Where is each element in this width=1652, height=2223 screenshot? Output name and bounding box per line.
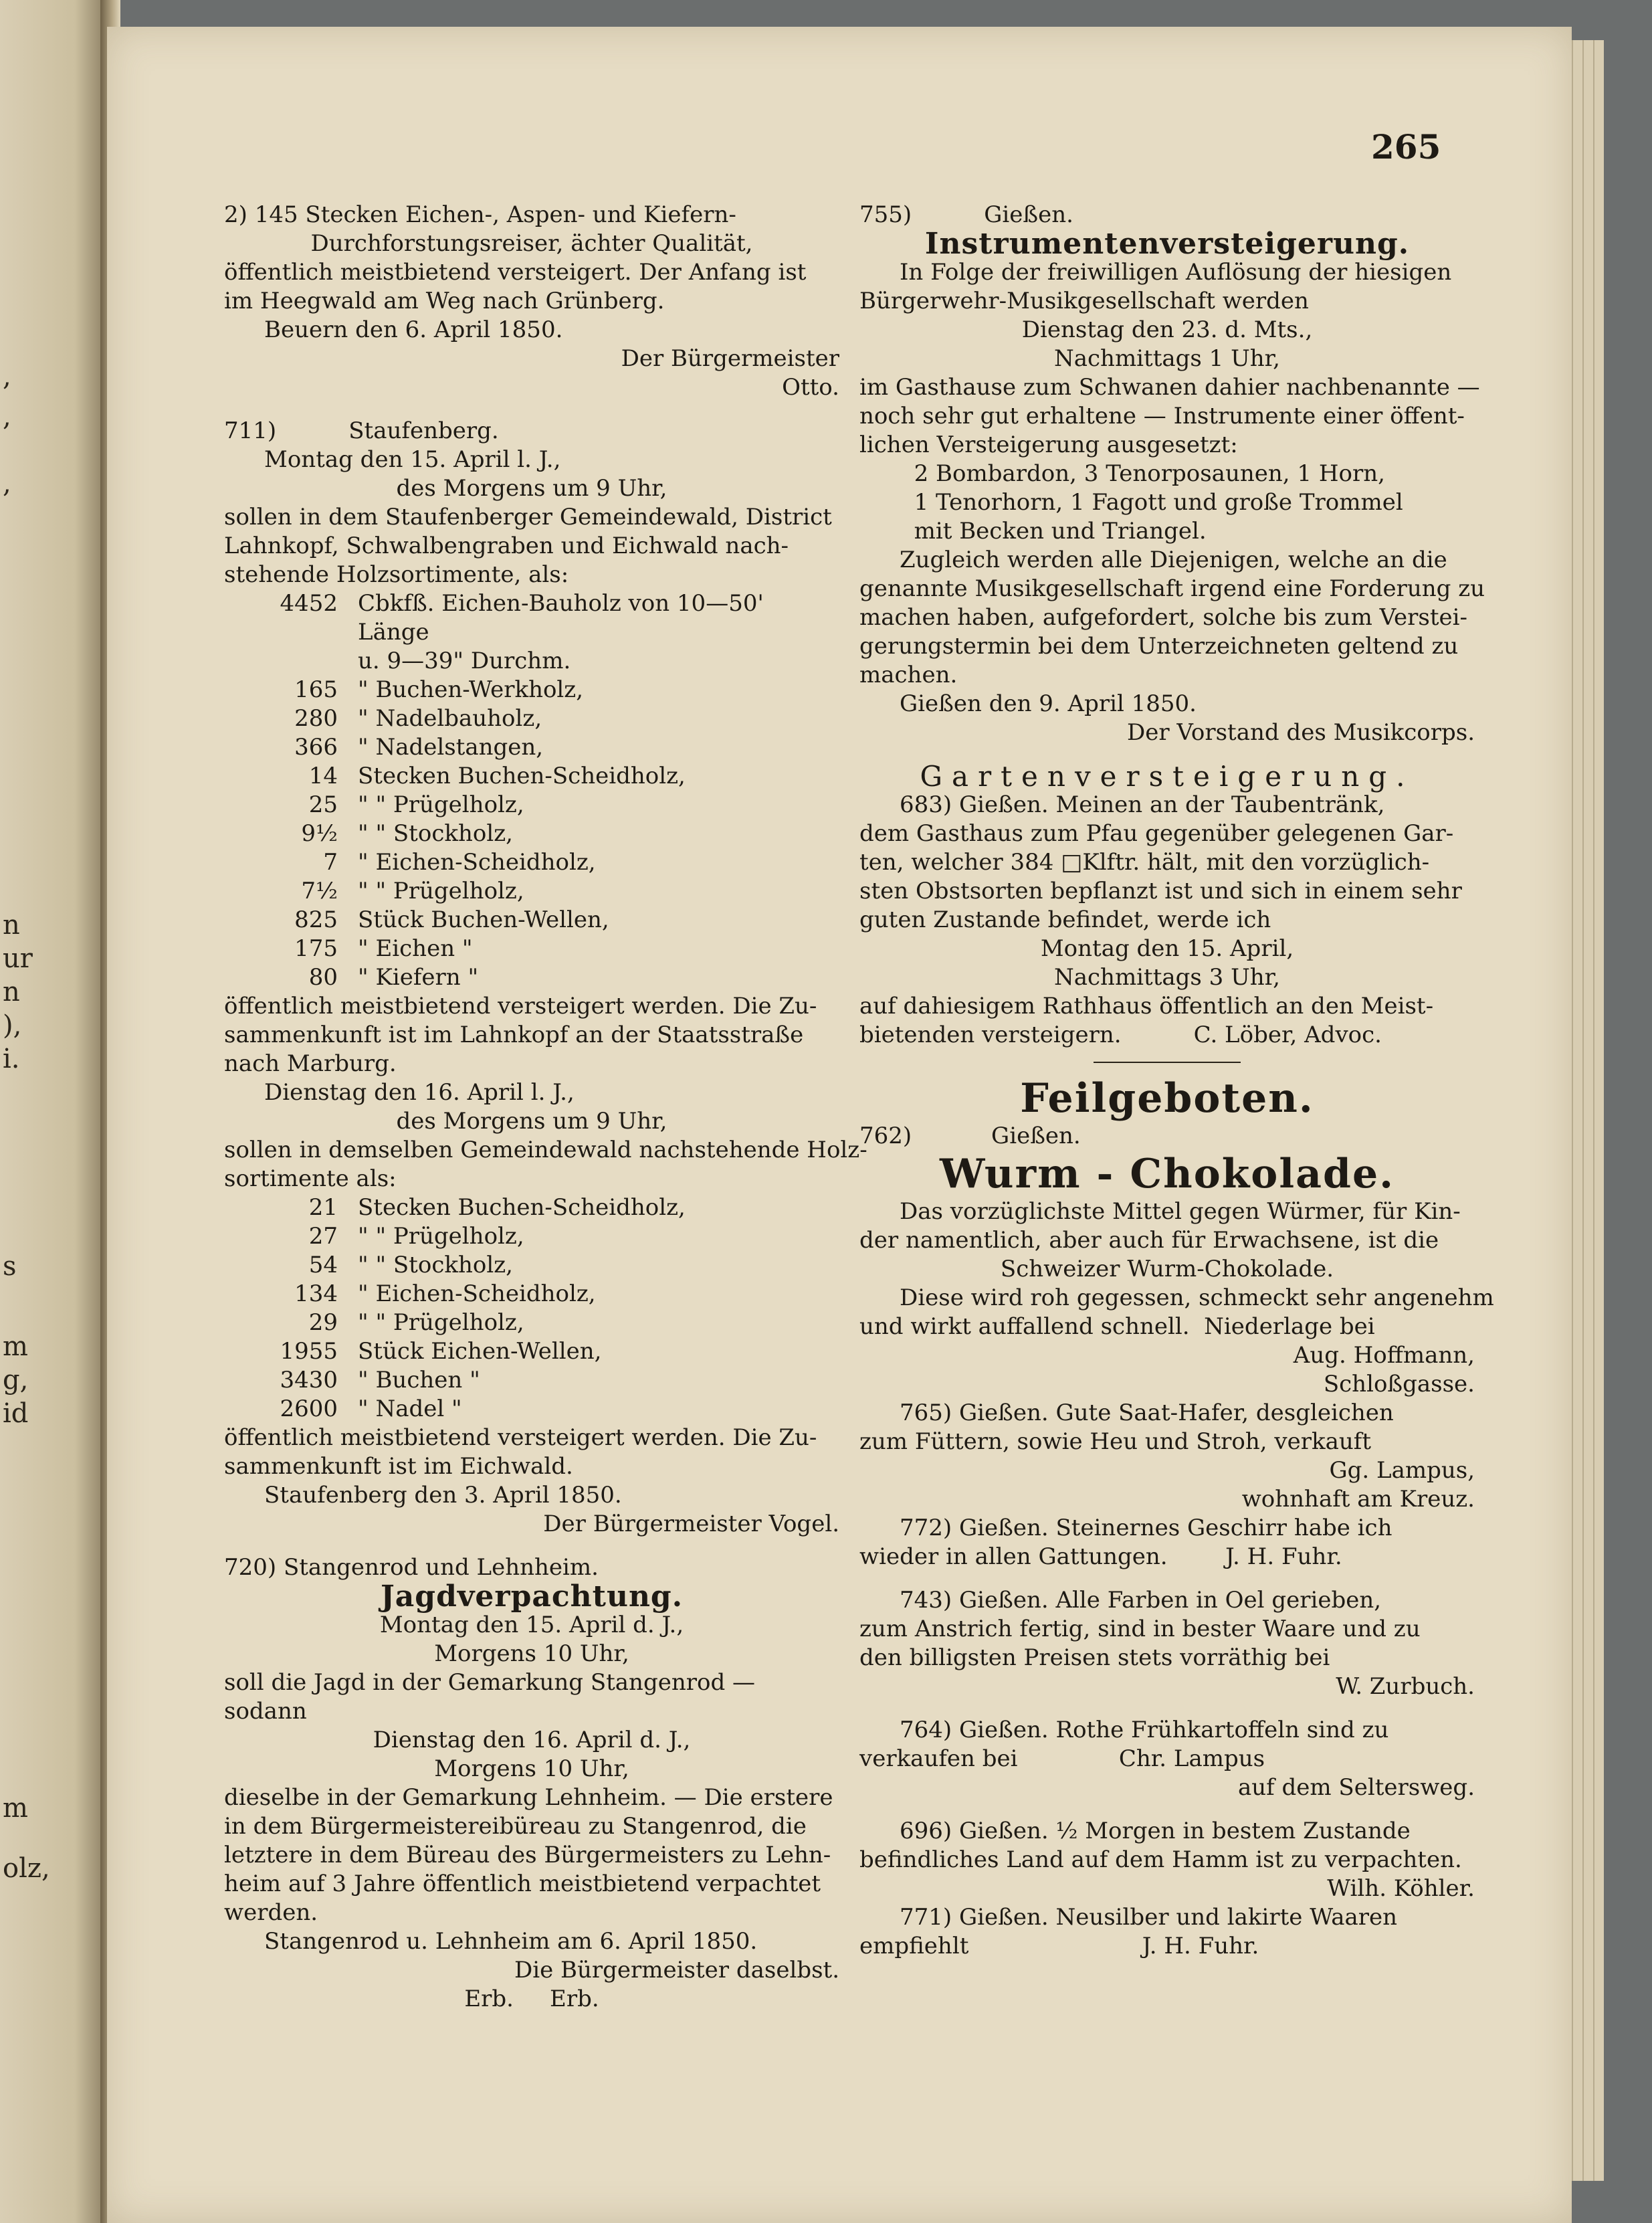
item-text: " " Stockholz, [358, 820, 513, 847]
signature-line: wohnhaft am Kreuz. [1241, 1486, 1475, 1513]
text-line: guten Zustande befindet, werde ich [859, 906, 1271, 933]
signature-line: Gg. Lampus, [1329, 1457, 1475, 1484]
text-line: stehende Holzsortimente, als: [224, 561, 569, 588]
page-stack-edge [1593, 40, 1604, 2181]
text-line: empfiehlt J. H. Fuhr. [859, 1933, 1259, 1959]
text-line: verkaufen bei Chr. Lampus [859, 1745, 1265, 1772]
margin-fragment: n [3, 977, 20, 1007]
quantity: 9½ [301, 820, 338, 847]
text-line: gerungstermin bei dem Unterzeichneten geltend zu [859, 633, 1459, 660]
text-line: sammenkunft ist im Lahnkopf an der Staatsstraße [224, 1022, 804, 1048]
text-line: sollen in dem Staufenberger Gemeindewald, District [224, 504, 832, 530]
notice-heading: Gartenversteigerung. [920, 760, 1415, 793]
signature-line: auf dem Seltersweg. [1237, 1774, 1475, 1801]
text-line: 762) Gießen. [859, 1123, 1081, 1149]
centered-line: Morgens 10 Uhr, [434, 1640, 629, 1667]
text-line: 2) 145 Stecken Eichen-, Aspen- und Kiefern- [224, 201, 736, 228]
margin-fragment: s [3, 1251, 17, 1282]
text-line: im Heegwald am Weg nach Grünberg. [224, 288, 665, 314]
centered-line: des Morgens um 9 Uhr, [396, 475, 667, 502]
text-line: Das vorzüglichste Mittel gegen Würmer, für Kin- [900, 1198, 1461, 1225]
text-line: werden. [224, 1899, 318, 1926]
signature-line: Aug. Hoffmann, [1293, 1342, 1475, 1369]
signature-line: Schloßgasse. [1323, 1371, 1475, 1397]
column-left [224, 201, 867, 2014]
text-line: zum Anstrich fertig, sind in bester Waare und zu [859, 1616, 1421, 1642]
inventory-row [224, 1366, 839, 1395]
margin-fragment: ur [3, 943, 33, 974]
quantity: 7½ [301, 878, 338, 904]
text-line: öffentlich meistbietend versteigert werden. Die Zu- [224, 1424, 817, 1451]
inventory-row [224, 877, 839, 906]
text-line: ten, welcher 384 □Klftr. hält, mit den vorzüglich- [859, 849, 1430, 876]
quantity: 366 [294, 734, 338, 761]
inventory-row [224, 1222, 839, 1251]
quantity: 54 [308, 1252, 338, 1278]
margin-fragment: olz, [3, 1853, 50, 1884]
inventory-row [224, 1251, 839, 1280]
item-text: " Nadelstangen, [358, 734, 544, 761]
margin-fragment: id [3, 1398, 29, 1429]
text-line: noch sehr gut erhaltene — Instrumente einer öffent- [859, 403, 1465, 429]
item-text: Stück Eichen-Wellen, [358, 1338, 602, 1365]
text-line: 2 Bombardon, 3 Tenorposaunen, 1 Horn, [900, 460, 1385, 487]
item-text: " " Prügelholz, [358, 878, 524, 904]
inventory-row [224, 1193, 839, 1222]
signature-line: Die Bürgermeister daselbst. [514, 1957, 839, 1984]
column-right [859, 201, 1494, 1961]
item-text: Stecken Buchen-Scheidholz, [358, 763, 686, 789]
text-line: heim auf 3 Jahre öffentlich meistbietend verpachtet [224, 1870, 821, 1897]
text-line: 771) Gießen. Neusilber und lakirte Waaren [900, 1904, 1398, 1931]
page-stack-edge [1582, 40, 1593, 2181]
item-text: " " Prügelholz, [358, 791, 524, 818]
inventory-row [224, 935, 839, 963]
margin-fragment: n [3, 910, 20, 941]
margin-fragment: i. [3, 1044, 20, 1074]
margin-fragment: m [3, 1793, 28, 1824]
signature-line: Der Bürgermeister [621, 345, 839, 372]
text-line: befindliches Land auf dem Hamm ist zu verpachten. [859, 1846, 1462, 1873]
text-line: In Folge der freiwilligen Auflösung der hiesigen [900, 259, 1452, 286]
spacer [224, 402, 839, 417]
centered-line: Morgens 10 Uhr, [434, 1755, 629, 1782]
text-line: 711) Staufenberg. [224, 417, 499, 444]
text-line: 743) Gießen. Alle Farben in Oel gerieben, [900, 1587, 1382, 1614]
text-line: 683) Gießen. Meinen an der Taubentränk, [900, 791, 1385, 818]
text-line: machen haben, aufgefordert, solche bis zum Verstei- [859, 604, 1468, 631]
quantity: 14 [308, 763, 338, 789]
quantity: 80 [308, 964, 338, 991]
item-text: " " Prügelholz, [358, 1223, 524, 1250]
text-line: 765) Gießen. Gute Saat-Hafer, desgleichen [900, 1399, 1394, 1426]
text-line: lichen Versteigerung ausgesetzt: [859, 431, 1238, 458]
centered-line: Dienstag den 16. April d. J., [373, 1727, 691, 1753]
quantity: 175 [294, 935, 338, 962]
page-number: 265 [1371, 127, 1441, 167]
text-line: 696) Gießen. ½ Morgen in bestem Zustande [900, 1818, 1411, 1844]
spacer [224, 1539, 839, 1553]
item-text: Cbkfß. Eichen-Bauholz von 10—50' Länge [358, 590, 764, 646]
quantity: 25 [308, 791, 338, 818]
quantity: 4452 [280, 590, 338, 617]
spacer [859, 1571, 1475, 1586]
text-line: zum Füttern, sowie Heu und Stroh, verkauft [859, 1428, 1372, 1455]
item-text: " Buchen-Werkholz, [358, 676, 584, 703]
text-line: auf dahiesigem Rathhaus öffentlich an den Meist- [859, 993, 1434, 1020]
quantity: 134 [294, 1280, 338, 1307]
inventory-row [224, 1280, 839, 1309]
text-line: öffentlich meistbietend versteigert. Der Anfang ist [224, 259, 807, 286]
inventory-row [224, 589, 839, 647]
text-line: Bürgerwehr-Musikgesellschaft werden [859, 288, 1309, 314]
text-line: 764) Gießen. Rothe Frühkartoffeln sind zu [900, 1717, 1389, 1743]
margin-fragment: ), [3, 1010, 22, 1041]
inventory-row [224, 1309, 839, 1337]
centered-line: Nachmittags 1 Uhr, [1053, 345, 1280, 372]
centered-line: des Morgens um 9 Uhr, [396, 1108, 667, 1135]
left-page-edge [0, 0, 107, 2223]
quantity: 825 [294, 906, 338, 933]
text-line: Lahnkopf, Schwalbengraben und Eichwald nach- [224, 533, 789, 559]
text-line: Dienstag den 16. April l. J., [264, 1079, 575, 1106]
quantity [224, 647, 358, 676]
centered-line: Nachmittags 3 Uhr, [1053, 964, 1280, 991]
centered-line: Schweizer Wurm-Chokolade. [1000, 1256, 1334, 1282]
item-text: " Kiefern " [358, 964, 479, 991]
text-line: Stangenrod u. Lehnheim am 6. April 1850. [264, 1928, 758, 1955]
margin-fragment: m [3, 1331, 28, 1362]
text-line: Gießen den 9. April 1850. [900, 690, 1197, 717]
text-line: sortimente als: [224, 1165, 397, 1192]
text-line: im Gasthause zum Schwanen dahier nachbenannte — [859, 374, 1480, 401]
text-line: mit Becken und Triangel. [900, 518, 1207, 545]
inventory-row [224, 791, 839, 819]
margin-fragment: , [3, 361, 11, 392]
quantity: 27 [308, 1223, 338, 1250]
item-text: " Eichen-Scheidholz, [358, 1280, 596, 1307]
item-text: " " Stockholz, [358, 1252, 513, 1278]
item-text: u. 9—39" Durchm. [358, 648, 571, 674]
item-text: " Eichen-Scheidholz, [358, 849, 596, 876]
item-text: " " Prügelholz, [358, 1309, 524, 1336]
text-line: Diese wird roh gegessen, schmeckt sehr angenehm [900, 1284, 1494, 1311]
item-text: Stück Buchen-Wellen, [358, 906, 609, 933]
inventory-row [224, 1337, 839, 1366]
text-line: machen. [859, 662, 958, 688]
centered-line: Montag den 15. April d. J., [379, 1612, 684, 1638]
section-rule [1094, 1062, 1241, 1063]
item-text: Stecken Buchen-Scheidholz, [358, 1194, 686, 1221]
signature-line: Wilh. Köhler. [1327, 1875, 1475, 1902]
notice-heading: Jagdverpachtung. [380, 1579, 684, 1614]
margin-fragment: , [3, 401, 11, 432]
quantity: 3430 [280, 1367, 338, 1393]
text-line: Zugleich werden alle Diejenigen, welche an die [900, 547, 1447, 573]
item-text: " Nadelbauholz, [358, 705, 542, 732]
quantity: 2600 [280, 1395, 338, 1422]
inventory-row [224, 819, 839, 848]
text-line: den billigsten Preisen stets vorräthig bei [859, 1644, 1330, 1671]
quantity: 29 [308, 1309, 338, 1336]
quantity: 1955 [280, 1338, 338, 1365]
signature-line: Der Bürgermeister Vogel. [543, 1511, 839, 1537]
text-line: öffentlich meistbietend versteigert werden. Die Zu- [224, 993, 817, 1020]
text-line: 1 Tenorhorn, 1 Fagott und große Trommel [900, 489, 1403, 516]
inventory-row [224, 704, 839, 733]
section-heading: Feilgeboten. [1020, 1075, 1314, 1122]
margin-fragment: g, [3, 1365, 29, 1395]
text-line: Montag den 15. April l. J., [264, 446, 561, 473]
text-line: nach Marburg. [224, 1050, 397, 1077]
text-line: genannte Musikgesellschaft irgend eine Forderung zu [859, 575, 1485, 602]
inventory-row [224, 733, 839, 762]
section-heading: Wurm - Chokolade. [939, 1151, 1395, 1197]
centered-line: Dienstag den 23. d. Mts., [1021, 316, 1313, 343]
margin-fragment: , [3, 468, 11, 499]
text-line: sodann [224, 1698, 307, 1725]
text-line: wieder in allen Gattungen. J. H. Fuhr. [859, 1543, 1342, 1570]
quantity: 7 [323, 849, 338, 876]
inventory-row [224, 963, 839, 992]
inventory-row [224, 647, 839, 676]
inventory-row [224, 676, 839, 704]
text-line: dem Gasthaus zum Pfau gegenüber gelegenen Gar- [859, 820, 1454, 847]
inventory-row [224, 906, 839, 935]
text-line: Staufenberg den 3. April 1850. [264, 1482, 622, 1509]
page-stack-edge [1572, 40, 1582, 2181]
signature-line: W. Zurbuch. [1336, 1673, 1475, 1700]
text-line: 772) Gießen. Steinernes Geschirr habe ich [900, 1515, 1392, 1541]
centered-line: Erb. Erb. [464, 1986, 599, 2012]
text-line: 755) Gießen. [859, 201, 1073, 228]
text-line: in dem Bürgermeistereibüreau zu Stangenrod, die [224, 1813, 807, 1840]
notice-heading: Instrumentenversteigerung. [924, 227, 1410, 261]
inventory-row [224, 1395, 839, 1424]
quantity: 280 [294, 705, 338, 732]
quantity: 165 [294, 676, 338, 703]
centered-line: Durchforstungsreiser, ächter Qualität, [310, 230, 753, 257]
quantity: 21 [308, 1194, 338, 1221]
text-line: Beuern den 6. April 1850. [264, 316, 563, 343]
text-line: sollen in demselben Gemeindewald nachstehende Holz- [224, 1137, 867, 1163]
text-line: sammenkunft ist im Eichwald. [224, 1453, 573, 1480]
text-line: bietenden versteigern. C. Löber, Advoc. [859, 1022, 1382, 1048]
text-line: letztere in dem Büreau des Bürgermeisters zu Lehn- [224, 1842, 831, 1868]
centered-line: Montag den 15. April, [1040, 935, 1294, 962]
text-line: soll die Jagd in der Gemarkung Stangenrod — [224, 1669, 756, 1696]
item-text: " Buchen " [358, 1367, 480, 1393]
text-line: der namentlich, aber auch für Erwachsene, ist die [859, 1227, 1439, 1254]
item-text: " Eichen " [358, 935, 473, 962]
text-line: und wirkt auffallend schnell. Niederlage bei [859, 1313, 1375, 1340]
spacer [859, 1802, 1475, 1817]
item-text: " Nadel " [358, 1395, 462, 1422]
text-line: dieselbe in der Gemarkung Lehnheim. — Die erstere [224, 1784, 833, 1811]
text-line: 720) Stangenrod und Lehnheim. [224, 1554, 599, 1581]
inventory-row [224, 762, 839, 791]
text-line: sten Obstsorten bepflanzt ist und sich in einem sehr [859, 878, 1462, 904]
spacer [859, 1701, 1475, 1716]
inventory-row [224, 848, 839, 877]
signature-line: Der Vorstand des Musikcorps. [1126, 719, 1475, 746]
signature-line: Otto. [782, 374, 839, 401]
